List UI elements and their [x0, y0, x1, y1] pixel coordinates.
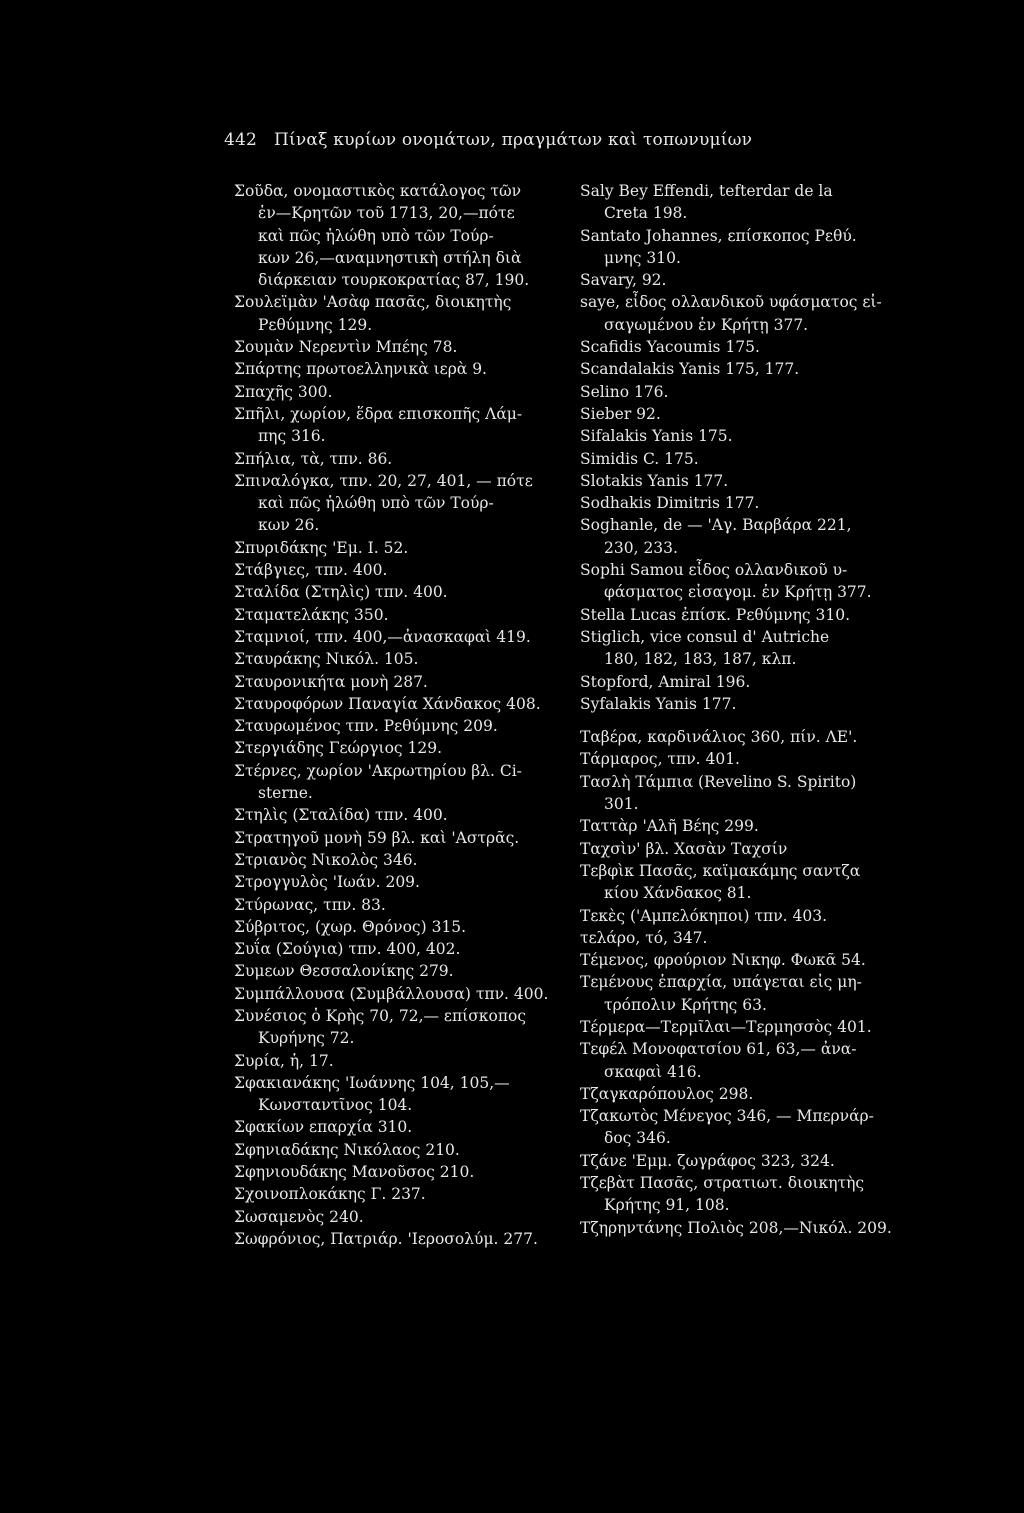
index-entry	[580, 269, 902, 291]
index-entry	[234, 1206, 556, 1228]
entry-line: Τζεβὰτ Πασᾶς, στρατιωτ. διοικητὴς	[580, 1174, 865, 1193]
index-entry	[580, 336, 902, 358]
index-entry	[580, 905, 902, 927]
entry-line: Σφηνιαδάκης Νικόλαος 210.	[234, 1140, 460, 1159]
index-entry	[234, 403, 556, 448]
index-entry	[234, 671, 556, 693]
index-entry	[234, 537, 556, 559]
index-entry	[580, 748, 902, 770]
index-entry	[234, 1116, 556, 1138]
entry-line: Στάβγιες, τπν. 400.	[234, 561, 388, 580]
entry-line: Ταβέρα, καρδινάλιος 360, πίν. ΛΕ'.	[580, 728, 858, 747]
index-entry	[234, 581, 556, 603]
entry-line: Stella Lucas ἐπίσκ. Ρεθύμνης 310.	[580, 605, 851, 624]
index-entry	[580, 693, 902, 715]
entry-line: Σουμὰν Νερεντὶν Μπέης 78.	[234, 338, 458, 357]
index-entry	[234, 648, 556, 670]
index-entry	[234, 1139, 556, 1161]
index-entry	[234, 760, 556, 805]
entry-continuation-line: φάσματος εἰσαγομ. ἐν Κρήτῃ 377.	[604, 583, 872, 602]
entry-line: Συρία, ἡ, 17.	[234, 1051, 334, 1070]
entry-line: Τεφέλ Μονοφατσίου 61, 63,— ἀνα-	[580, 1040, 857, 1059]
entry-line: Σφακίων επαρχία 310.	[234, 1118, 413, 1137]
index-entry	[580, 671, 902, 693]
entry-line: Sophi Samou εἶδος ολλανδικοῦ υ-	[580, 561, 848, 580]
entry-continuation-line: τρόπολιν Κρήτης 63.	[604, 995, 767, 1014]
entry-line: Σταμνιοί, τπν. 400,—ἀνασκαφαὶ 419.	[234, 627, 531, 646]
index-entry	[580, 559, 902, 604]
entry-line: Τζακωτὸς Μένεγος 346, — Μπερνάρ-	[580, 1107, 874, 1126]
entry-line: Soghanle, de — 'Αγ. Βαρβάρα 221,	[580, 516, 852, 535]
entry-line: Scafidis Yacoumis 175.	[580, 338, 760, 357]
entry-line: Sieber 92.	[580, 404, 661, 423]
index-entry	[234, 916, 556, 938]
entry-line: Τασλὴ Τάμπια (Revelino S. Spirito)	[580, 772, 857, 791]
entry-continuation-line: καὶ πῶς ἡλώθη υπὸ τῶν Τούρ-	[258, 494, 494, 513]
page-title: Πίναξ κυρίων ονομάτων, πραγμάτων καὶ τοπωνυμίων	[274, 130, 753, 150]
entry-continuation-line: Κυρήνης 72.	[258, 1029, 355, 1048]
index-entry	[580, 838, 902, 860]
index-entry	[580, 291, 902, 336]
entry-line: Σταυράκης Νικόλ. 105.	[234, 650, 419, 669]
entry-continuation-line: Κωνσταντῖνος 104.	[258, 1096, 413, 1115]
index-entry	[234, 849, 556, 871]
entry-continuation-line: κίου Χάνδακος 81.	[604, 884, 752, 903]
entry-line: Ταχσὶν' βλ. Χασὰν Ταχσίν	[580, 839, 788, 858]
entry-continuation-line: ἐν—Κρητῶν τοῦ 1713, 20,—πότε	[258, 204, 515, 223]
index-entry	[580, 971, 902, 1016]
index-entry	[234, 336, 556, 358]
entry-line: Σφηνιουδάκης Μανοῦσος 210.	[234, 1163, 475, 1182]
entry-continuation-line: 180, 182, 183, 187, κλπ.	[604, 650, 797, 669]
index-entry	[234, 604, 556, 626]
index-column-left	[234, 180, 556, 1250]
entry-line: Ταττὰρ 'Αλῆ Βέης 299.	[580, 817, 759, 836]
index-entry	[580, 448, 902, 470]
index-entry	[234, 827, 556, 849]
index-entry	[234, 1183, 556, 1205]
index-entry	[580, 1083, 902, 1105]
entry-line: Σπιναλόγκα, τπν. 20, 27, 401, — πότε	[234, 471, 533, 490]
entry-line: Τζαγκαρόπουλος 298.	[580, 1084, 754, 1103]
entry-line: Selino 176.	[580, 382, 669, 401]
entry-line: Συνέσιος ὁ Κρὴς 70, 72,— επίσκοπος	[234, 1006, 527, 1025]
entry-line: Τζάνε 'Εμμ. ζωγράφος 323, 324.	[580, 1151, 835, 1170]
index-entry	[234, 626, 556, 648]
entry-line: Στρατηγοῦ μονὴ 59 βλ. καὶ 'Αστρᾶς.	[234, 828, 520, 847]
index-entry	[234, 871, 556, 893]
entry-line: Συμεων Θεσσαλονίκης 279.	[234, 962, 454, 981]
index-entry	[234, 960, 556, 982]
entry-line: Σοῦδα, ονομαστικὸς κατάλογος τῶν	[234, 182, 522, 200]
entry-line: Στηλὶς (Σταλίδα) τπν. 400.	[234, 806, 448, 825]
entry-continuation-line: Creta 198.	[604, 204, 688, 223]
index-entry	[234, 448, 556, 470]
index-entry	[580, 1105, 902, 1150]
index-entry	[580, 1038, 902, 1083]
entry-continuation-line: μνης 310.	[604, 248, 681, 267]
index-entry	[234, 1005, 556, 1050]
entry-line: Σταματελάκης 350.	[234, 605, 389, 624]
index-entry	[580, 771, 902, 816]
entry-line: Savary, 92.	[580, 271, 667, 290]
entry-line: Σπάρτης πρωτοελληνικὰ ιερὰ 9.	[234, 360, 487, 379]
page-number: 442	[224, 130, 258, 150]
entry-line: Saly Bey Effendi, tefterdar de la	[580, 182, 833, 200]
entry-line: Stopford, Amiral 196.	[580, 672, 751, 691]
entry-line: Santato Johannes, επίσκοπος Ρεθύ.	[580, 226, 857, 245]
entry-continuation-line: 301.	[604, 795, 639, 814]
entry-line: Σταυρωμένος τπν. Ρεθύμνης 209.	[234, 717, 498, 736]
index-entry	[580, 927, 902, 949]
index-entry	[580, 514, 902, 559]
index-entry	[234, 894, 556, 916]
index-entry	[234, 938, 556, 960]
entry-line: saye, εἶδος ολλανδικοῦ υφάσματος εἰ-	[580, 293, 882, 312]
index-entry	[234, 1161, 556, 1183]
index-entry	[580, 180, 902, 225]
index-entry	[580, 1172, 902, 1217]
entry-line: Στριανὸς Νικολὸς 346.	[234, 850, 418, 869]
entry-continuation-line: σαγωμένου ἐν Κρήτῃ 377.	[604, 315, 809, 334]
entry-line: Sifalakis Yanis 175.	[580, 427, 733, 446]
entry-line: Simidis C. 175.	[580, 449, 699, 468]
entry-continuation-line: sterne.	[258, 784, 313, 803]
entry-line: Σφακιανάκης 'Ιωάννης 104, 105,—	[234, 1073, 510, 1092]
index-entry	[234, 1228, 556, 1250]
index-entry	[580, 1150, 902, 1172]
entry-line: Σπυριδάκης 'Εμ. Ι. 52.	[234, 538, 409, 557]
index-entry	[234, 804, 556, 826]
entry-line: Τέρμερα—Τερμῖλαι—Τερμησσὸς 401.	[580, 1017, 872, 1036]
entry-line: Τζηρηντάνης Πολιὸς 208,—Νικόλ. 209.	[580, 1218, 892, 1237]
index-entry	[580, 726, 902, 748]
entry-line: Stiglich, vice consul d' Autriche	[580, 627, 830, 646]
entry-line: Σπῆλι, χωρίον, ἕδρα επισκοπῆς Λάμ-	[234, 404, 523, 423]
index-entry	[234, 693, 556, 715]
index-entry	[234, 737, 556, 759]
entry-line: Τάρμαρος, τπν. 401.	[580, 750, 740, 769]
entry-continuation-line: 230, 233.	[604, 538, 678, 557]
entry-line: Στέρνες, χωρίον 'Ακρωτηρίου βλ. Ci-	[234, 761, 522, 780]
index-entry	[580, 1217, 902, 1239]
entry-line: Τεμένους ἐπαρχία, υπάγεται εἰς μη-	[580, 973, 862, 992]
index-entry	[580, 860, 902, 905]
entry-line: Σταυρονικήτα μονὴ 287.	[234, 672, 428, 691]
index-entry	[580, 403, 902, 425]
entry-line: Scandalakis Yanis 175, 177.	[580, 360, 800, 379]
page-header	[224, 130, 814, 150]
index-entry	[580, 815, 902, 837]
entry-line: Στύρωνας, τπν. 83.	[234, 895, 386, 914]
index-entry	[234, 559, 556, 581]
index-entry	[234, 381, 556, 403]
index-entry	[234, 1072, 556, 1117]
index-entry	[580, 1016, 902, 1038]
entry-continuation-line: διάρκειαν τουρκοκρατίας 87, 190.	[258, 271, 530, 290]
entry-line: Συΐα (Σούγια) τπν. 400, 402.	[234, 940, 461, 959]
entry-line: Sodhakis Dimitris 177.	[580, 494, 760, 513]
index-entry	[234, 291, 556, 336]
entry-line: τελάρο, τό, 347.	[580, 928, 708, 947]
entry-line: Στεργιάδης Γεώργιος 129.	[234, 739, 443, 758]
entry-line: Σουλεϊμὰν 'Ασὰφ πασᾶς, διοικητὴς	[234, 293, 512, 312]
index-entry	[234, 1050, 556, 1072]
index-entry	[234, 983, 556, 1005]
entry-continuation-line: κων 26.	[258, 516, 320, 535]
entry-line: Σταυροφόρων Παναγία Χάνδακος 408.	[234, 694, 541, 713]
index-entry	[580, 470, 902, 492]
entry-line: Τεβφὶκ Πασᾶς, καϊμακάμης σαντζα	[580, 861, 861, 880]
index-entry	[234, 715, 556, 737]
entry-continuation-line: Κρήτης 91, 108.	[604, 1196, 730, 1215]
index-entry	[234, 180, 556, 291]
entry-line: Σωφρόνιος, Πατριάρ. 'Ιεροσολύμ. 277.	[234, 1229, 538, 1248]
index-entry	[234, 358, 556, 380]
entry-line: Τεκὲς ('Αμπελόκηποι) τπν. 403.	[580, 906, 828, 925]
index-entry	[580, 604, 902, 626]
entry-line: Συμπάλλουσα (Συμβάλλουσα) τπν. 400.	[234, 984, 549, 1003]
index-entry	[580, 626, 902, 671]
index-entry	[580, 381, 902, 403]
index-entry	[580, 949, 902, 971]
entry-line: Τέμενος, φρούριον Νικηφ. Φωκᾶ 54.	[580, 951, 866, 970]
entry-continuation-line: δος 346.	[604, 1129, 671, 1148]
entry-line: Σπήλια, τὰ, τπν. 86.	[234, 449, 393, 468]
entry-continuation-line: Ρεθύμνης 129.	[258, 315, 373, 334]
entry-line: Σταλίδα (Στηλὶς) τπν. 400.	[234, 583, 448, 602]
entry-continuation-line: πης 316.	[258, 427, 326, 446]
index-entry	[580, 358, 902, 380]
entry-line: Σωσαμενὸς 240.	[234, 1207, 364, 1226]
index-entry	[580, 225, 902, 270]
entry-line: Slotakis Yanis 177.	[580, 471, 729, 490]
entry-continuation-line: σκαφαὶ 416.	[604, 1062, 702, 1081]
entry-continuation-line: καὶ πῶς ἡλώθη υπὸ τῶν Τούρ-	[258, 226, 494, 245]
index-entry	[580, 425, 902, 447]
entry-line: Σπαχῆς 300.	[234, 382, 333, 401]
entry-continuation-line: κων 26,—αναμνηστικὴ στήλη διὰ	[258, 248, 522, 267]
index-column-right	[580, 180, 902, 1239]
entry-line: Στρογγυλὸς 'Ιωάν. 209.	[234, 873, 420, 892]
entry-line: Syfalakis Yanis 177.	[580, 694, 737, 713]
index-entry	[234, 470, 556, 537]
index-entry	[580, 492, 902, 514]
entry-line: Σχοινοπλοκάκης Γ. 237.	[234, 1185, 426, 1204]
entry-line: Σύβριτος, (χωρ. Θρόνος) 315.	[234, 917, 467, 936]
